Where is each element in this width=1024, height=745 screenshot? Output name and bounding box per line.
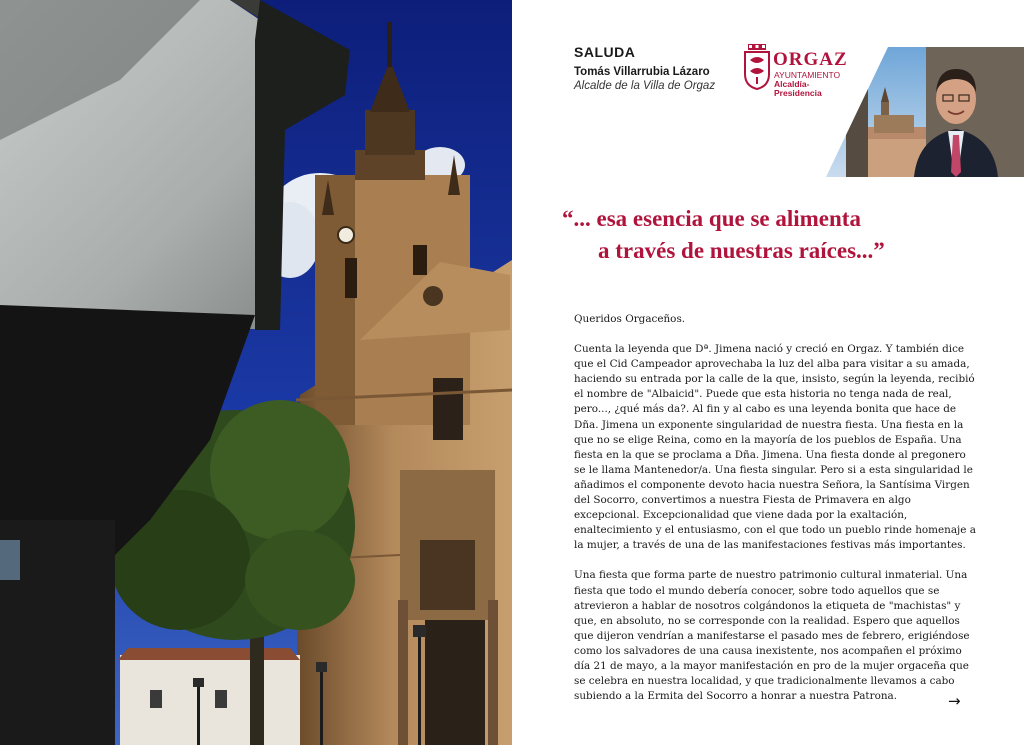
pull-quote-line1: “... esa esencia que se alimenta [562, 206, 861, 231]
logo-line1: AYUNTAMIENTO [774, 70, 841, 80]
pull-quote [560, 203, 1000, 267]
letter-paragraph-2: Una fiesta que forma parte de nuestro patrimonio cultural inmaterial. Una fiesta que todo el mundo debería conocer, sobre todo aquellos que se atrevieron a hablar de nosotros colgándonos la etiqueta de "machistas" y que, en absoluto, no se corresponde con la realidad. Espero que aquellos que dijeron vendrían a manifestarse el pasado mes de febrero, erigiéndose como los salvadores de una causa inexistente, nos acompañen el próximo día 21 de mayo, a la mayor manifestación en pro de la mujer orgaceña que se celebra en nuestra localidad, y que tradicionalmente llevamos a cabo subiendo a la Ermita del Socorro a honrar a nuestra Patrona. [574, 569, 970, 703]
pull-quote-line2: a través de nuestras raíces...” [598, 238, 885, 263]
greeting-header [574, 44, 715, 92]
section-title: SALUDA [574, 44, 636, 60]
logo-line2: Alcaldía-Presidencia [774, 79, 822, 98]
author-role: Alcalde de la Villa de Orgaz [574, 80, 716, 92]
letter-body [574, 312, 978, 719]
logo-name: ORGAZ [773, 49, 848, 70]
letter-paragraph-1: Cuenta la leyenda que Dª. Jimena nació y creció en Orgaz. Y también dice que el Cid Campeador aprovechaba la luz del alba para visitar a su amada, haciendo su entrada por la calle de la que, insisto, según la leyenda, recibió el nombre de "Albaicid". Puede que esta historia no tenga nada de real, pero..., ¿qué más da?. Al fin y al cabo es una leyenda bonita que hace de Dña. Jimena un exponente singularidad de nuestra fiesta. Una fiesta en la que no se elige Reina, como en la mayoría de los pueblos de España. Una fiesta en la que se proclama a Dña. Jimena. Una fiesta donde al pregonero se le llama Mantenedor/a. Una fiesta singular. Pero si a esta singularidad le añadimos el componente devoto hacia nuestra Señora, la Santísima Virgen del Socorro, convertimos a nuestra Fiesta de Primavera en algo excepcional. Excepcionalidad que viene dada por la exaltación, enaltecimiento y el entusiasmo, con el que todo un pueblo rinde homenaje a la mujer, a través de una de las manifestaciones festivas más importantes. [574, 343, 976, 552]
next-page-arrow-icon[interactable]: → [948, 692, 961, 710]
coat-of-arms-icon [744, 44, 770, 90]
letter-greeting: Queridos Orgaceños. [574, 313, 686, 325]
mayor-portrait [826, 47, 1024, 177]
author-name: Tomás Villarrubia Lázaro [574, 66, 710, 78]
